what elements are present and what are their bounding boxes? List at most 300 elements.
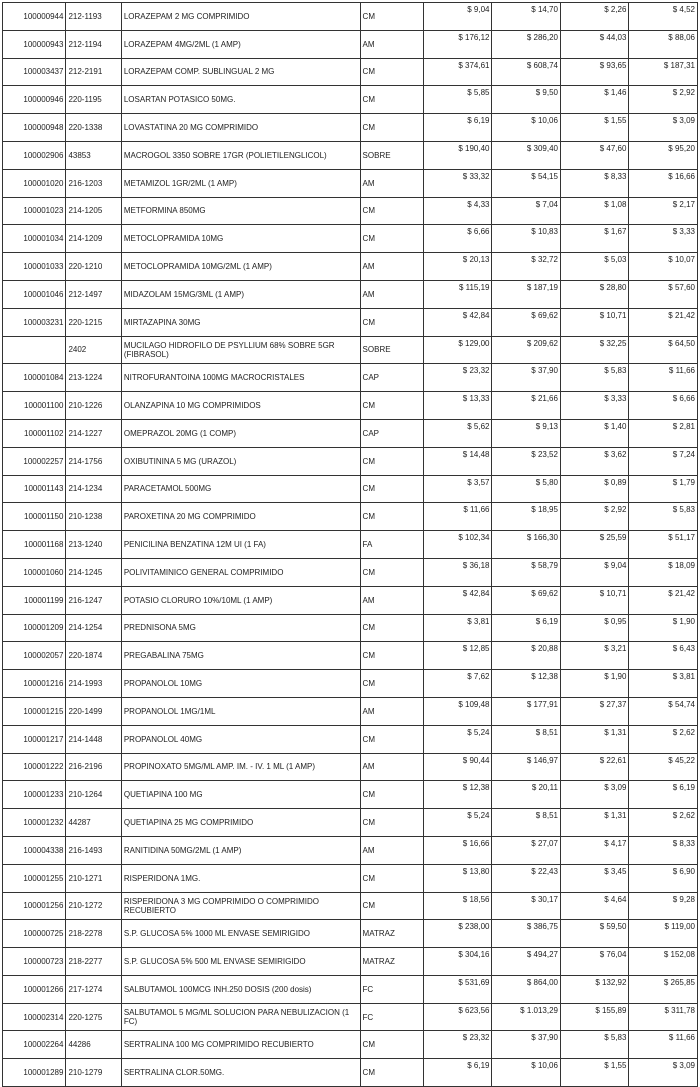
price-1-cell: $ 129,00 xyxy=(424,336,492,364)
price-3-cell: $ 3,62 xyxy=(560,447,628,475)
item-code-cell: 100000944 xyxy=(3,3,66,31)
description-cell: OXIBUTININA 5 MG (URAZOL) xyxy=(121,447,360,475)
price-2-cell: $ 494,27 xyxy=(492,948,560,976)
catalog-code-cell: 220-1210 xyxy=(66,253,121,281)
price-2-cell: $ 54,15 xyxy=(492,169,560,197)
price-1-cell: $ 12,85 xyxy=(424,642,492,670)
item-code-cell: 100001023 xyxy=(3,197,66,225)
table-row xyxy=(3,809,698,837)
item-code-cell: 100000943 xyxy=(3,30,66,58)
catalog-code-cell: 216-1203 xyxy=(66,169,121,197)
table-row xyxy=(3,1003,698,1031)
price-2-cell: $ 6,19 xyxy=(492,614,560,642)
price-1-cell: $ 14,48 xyxy=(424,447,492,475)
catalog-code-cell: 213-1240 xyxy=(66,531,121,559)
price-4-cell: $ 1,79 xyxy=(629,475,698,503)
description-cell: MACROGOL 3350 SOBRE 17GR (POLIETILENGLICOL) xyxy=(121,141,360,169)
price-4-cell: $ 3,09 xyxy=(629,114,698,142)
price-4-cell: $ 3,33 xyxy=(629,225,698,253)
description-cell: LORAZEPAM 2 MG COMPRIMIDO xyxy=(121,3,360,31)
price-2-cell: $ 10,06 xyxy=(492,1059,560,1087)
price-1-cell: $ 6,66 xyxy=(424,225,492,253)
table-row xyxy=(3,948,698,976)
price-3-cell: $ 93,65 xyxy=(560,58,628,86)
table-row xyxy=(3,642,698,670)
price-1-cell: $ 18,56 xyxy=(424,892,492,920)
catalog-code-cell: 214-1227 xyxy=(66,419,121,447)
unit-cell: CM xyxy=(360,642,423,670)
price-3-cell: $ 155,89 xyxy=(560,1003,628,1031)
price-1-cell: $ 33,32 xyxy=(424,169,492,197)
catalog-code-cell: 212-2191 xyxy=(66,58,121,86)
description-cell: QUETIAPINA 25 MG COMPRIMIDO xyxy=(121,809,360,837)
catalog-code-cell: 220-1874 xyxy=(66,642,121,670)
price-2-cell: $ 608,74 xyxy=(492,58,560,86)
price-3-cell: $ 2,26 xyxy=(560,3,628,31)
price-1-cell: $ 102,34 xyxy=(424,531,492,559)
price-4-cell: $ 64,50 xyxy=(629,336,698,364)
description-cell: METOCLOPRAMIDA 10MG xyxy=(121,225,360,253)
table-row xyxy=(3,753,698,781)
price-4-cell: $ 2,81 xyxy=(629,419,698,447)
price-1-cell: $ 115,19 xyxy=(424,280,492,308)
item-code-cell: 100004338 xyxy=(3,836,66,864)
item-code-cell: 100001199 xyxy=(3,586,66,614)
price-2-cell: $ 18,95 xyxy=(492,503,560,531)
description-cell: SALBUTAMOL 5 MG/ML SOLUCION PARA NEBULIZACION (1 FC) xyxy=(121,1003,360,1031)
description-cell: METOCLOPRAMIDA 10MG/2ML (1 AMP) xyxy=(121,253,360,281)
price-4-cell: $ 3,09 xyxy=(629,1059,698,1087)
item-code-cell: 100001216 xyxy=(3,670,66,698)
description-cell: SERTRALINA CLOR.50MG. xyxy=(121,1059,360,1087)
description-cell: QUETIAPINA 100 MG xyxy=(121,781,360,809)
unit-cell: CM xyxy=(360,58,423,86)
price-3-cell: $ 3,45 xyxy=(560,864,628,892)
price-4-cell: $ 11,66 xyxy=(629,1031,698,1059)
price-4-cell: $ 7,24 xyxy=(629,447,698,475)
price-3-cell: $ 0,89 xyxy=(560,475,628,503)
description-cell: METFORMINA 850MG xyxy=(121,197,360,225)
price-1-cell: $ 374,61 xyxy=(424,58,492,86)
price-2-cell: $ 146,97 xyxy=(492,753,560,781)
unit-cell: AM xyxy=(360,280,423,308)
item-code-cell: 100001084 xyxy=(3,364,66,392)
price-2-cell: $ 5,80 xyxy=(492,475,560,503)
item-code-cell: 100000723 xyxy=(3,948,66,976)
item-code-cell: 100001060 xyxy=(3,558,66,586)
price-4-cell: $ 2,62 xyxy=(629,809,698,837)
price-4-cell: $ 4,52 xyxy=(629,3,698,31)
description-cell: SALBUTAMOL 100MCG INH.250 DOSIS (200 dosis) xyxy=(121,975,360,1003)
table-row xyxy=(3,697,698,725)
description-cell: PAROXETINA 20 MG COMPRIMIDO xyxy=(121,503,360,531)
table-row xyxy=(3,836,698,864)
description-cell: RANITIDINA 50MG/2ML (1 AMP) xyxy=(121,836,360,864)
catalog-code-cell: 212-1193 xyxy=(66,3,121,31)
catalog-code-cell: 214-1254 xyxy=(66,614,121,642)
unit-cell: SOBRE xyxy=(360,336,423,364)
price-3-cell: $ 1,31 xyxy=(560,725,628,753)
price-1-cell: $ 4,33 xyxy=(424,197,492,225)
price-1-cell: $ 5,85 xyxy=(424,86,492,114)
item-code-cell: 100000725 xyxy=(3,920,66,948)
item-code-cell: 100001217 xyxy=(3,725,66,753)
table-row xyxy=(3,1031,698,1059)
unit-cell: CM xyxy=(360,781,423,809)
table-row xyxy=(3,531,698,559)
price-1-cell: $ 304,16 xyxy=(424,948,492,976)
price-2-cell: $ 12,38 xyxy=(492,670,560,698)
item-code-cell: 100000948 xyxy=(3,114,66,142)
description-cell: S.P. GLUCOSA 5% 1000 ML ENVASE SEMIRIGIDO xyxy=(121,920,360,948)
unit-cell: CM xyxy=(360,614,423,642)
price-2-cell: $ 10,83 xyxy=(492,225,560,253)
price-4-cell: $ 95,20 xyxy=(629,141,698,169)
price-4-cell: $ 54,74 xyxy=(629,697,698,725)
catalog-code-cell: 218-2277 xyxy=(66,948,121,976)
item-code-cell: 100001289 xyxy=(3,1059,66,1087)
price-1-cell: $ 90,44 xyxy=(424,753,492,781)
description-cell: LOSARTAN POTASICO 50MG. xyxy=(121,86,360,114)
price-4-cell: $ 11,66 xyxy=(629,364,698,392)
price-2-cell: $ 8,51 xyxy=(492,809,560,837)
price-4-cell: $ 21,42 xyxy=(629,586,698,614)
item-code-cell: 100002057 xyxy=(3,642,66,670)
price-2-cell: $ 9,13 xyxy=(492,419,560,447)
catalog-code-cell: 220-1275 xyxy=(66,1003,121,1031)
table-row xyxy=(3,614,698,642)
price-2-cell: $ 309,40 xyxy=(492,141,560,169)
table-row xyxy=(3,225,698,253)
description-cell: METAMIZOL 1GR/2ML (1 AMP) xyxy=(121,169,360,197)
unit-cell: AM xyxy=(360,753,423,781)
price-4-cell: $ 6,19 xyxy=(629,781,698,809)
price-1-cell: $ 6,19 xyxy=(424,114,492,142)
unit-cell: CM xyxy=(360,725,423,753)
table-row xyxy=(3,114,698,142)
price-4-cell: $ 57,60 xyxy=(629,280,698,308)
price-4-cell: $ 187,31 xyxy=(629,58,698,86)
catalog-code-cell: 214-1756 xyxy=(66,447,121,475)
unit-cell: CM xyxy=(360,670,423,698)
item-code-cell: 100002257 xyxy=(3,447,66,475)
price-4-cell: $ 6,66 xyxy=(629,392,698,420)
unit-cell: CM xyxy=(360,447,423,475)
price-2-cell: $ 209,62 xyxy=(492,336,560,364)
price-4-cell: $ 2,92 xyxy=(629,86,698,114)
catalog-code-cell: 212-1497 xyxy=(66,280,121,308)
price-3-cell: $ 5,03 xyxy=(560,253,628,281)
table-row xyxy=(3,781,698,809)
price-1-cell: $ 11,66 xyxy=(424,503,492,531)
catalog-code-cell: 216-1247 xyxy=(66,586,121,614)
price-3-cell: $ 9,04 xyxy=(560,558,628,586)
description-cell: POTASIO CLORURO 10%/10ML (1 AMP) xyxy=(121,586,360,614)
description-cell: PREGABALINA 75MG xyxy=(121,642,360,670)
price-4-cell: $ 45,22 xyxy=(629,753,698,781)
item-code-cell: 100003437 xyxy=(3,58,66,86)
price-2-cell: $ 864,00 xyxy=(492,975,560,1003)
price-2-cell: $ 10,06 xyxy=(492,114,560,142)
unit-cell: FA xyxy=(360,531,423,559)
catalog-code-cell: 210-1272 xyxy=(66,892,121,920)
table-row xyxy=(3,336,698,364)
description-cell: PROPANOLOL 10MG xyxy=(121,670,360,698)
description-cell: RISPERIDONA 3 MG COMPRIMIDO O COMPRIMIDO RECUBIERTO xyxy=(121,892,360,920)
price-2-cell: $ 177,91 xyxy=(492,697,560,725)
catalog-code-cell: 43853 xyxy=(66,141,121,169)
unit-cell: AM xyxy=(360,697,423,725)
catalog-code-cell: 214-1205 xyxy=(66,197,121,225)
catalog-code-cell: 210-1271 xyxy=(66,864,121,892)
price-4-cell: $ 311,78 xyxy=(629,1003,698,1031)
item-code-cell: 100001046 xyxy=(3,280,66,308)
price-3-cell: $ 3,33 xyxy=(560,392,628,420)
price-4-cell: $ 6,90 xyxy=(629,864,698,892)
table-row xyxy=(3,197,698,225)
description-cell: PREDNISONA 5MG xyxy=(121,614,360,642)
catalog-code-cell: 214-1209 xyxy=(66,225,121,253)
price-1-cell: $ 42,84 xyxy=(424,308,492,336)
table-row xyxy=(3,419,698,447)
table-row xyxy=(3,3,698,31)
description-cell: MIRTAZAPINA 30MG xyxy=(121,308,360,336)
item-code-cell: 100002314 xyxy=(3,1003,66,1031)
price-2-cell: $ 69,62 xyxy=(492,586,560,614)
price-1-cell: $ 42,84 xyxy=(424,586,492,614)
description-cell: MIDAZOLAM 15MG/3ML (1 AMP) xyxy=(121,280,360,308)
price-3-cell: $ 1,40 xyxy=(560,419,628,447)
table-row xyxy=(3,920,698,948)
unit-cell: CM xyxy=(360,864,423,892)
description-cell: OMEPRAZOL 20MG (1 COMP) xyxy=(121,419,360,447)
unit-cell: SOBRE xyxy=(360,141,423,169)
price-3-cell: $ 8,33 xyxy=(560,169,628,197)
price-2-cell: $ 23,52 xyxy=(492,447,560,475)
price-table-body xyxy=(3,3,698,1087)
table-row xyxy=(3,558,698,586)
price-1-cell: $ 9,04 xyxy=(424,3,492,31)
unit-cell: CM xyxy=(360,86,423,114)
price-4-cell: $ 18,09 xyxy=(629,558,698,586)
table-row xyxy=(3,475,698,503)
price-3-cell: $ 1,08 xyxy=(560,197,628,225)
table-row xyxy=(3,253,698,281)
price-3-cell: $ 76,04 xyxy=(560,948,628,976)
table-row xyxy=(3,503,698,531)
unit-cell: CM xyxy=(360,114,423,142)
unit-cell: AM xyxy=(360,836,423,864)
price-3-cell: $ 1,55 xyxy=(560,114,628,142)
price-3-cell: $ 22,61 xyxy=(560,753,628,781)
item-code-cell: 100001150 xyxy=(3,503,66,531)
price-2-cell: $ 14,70 xyxy=(492,3,560,31)
table-row xyxy=(3,586,698,614)
description-cell: LOVASTATINA 20 MG COMPRIMIDO xyxy=(121,114,360,142)
price-2-cell: $ 37,90 xyxy=(492,1031,560,1059)
price-2-cell: $ 166,30 xyxy=(492,531,560,559)
unit-cell: FC xyxy=(360,975,423,1003)
price-2-cell: $ 1.013,29 xyxy=(492,1003,560,1031)
catalog-code-cell: 214-1234 xyxy=(66,475,121,503)
price-3-cell: $ 5,83 xyxy=(560,1031,628,1059)
price-1-cell: $ 238,00 xyxy=(424,920,492,948)
item-code-cell: 100001102 xyxy=(3,419,66,447)
price-4-cell: $ 21,42 xyxy=(629,308,698,336)
catalog-code-cell: 2402 xyxy=(66,336,121,364)
price-2-cell: $ 9,50 xyxy=(492,86,560,114)
price-3-cell: $ 1,46 xyxy=(560,86,628,114)
description-cell: RISPERIDONA 1MG. xyxy=(121,864,360,892)
price-2-cell: $ 21,66 xyxy=(492,392,560,420)
unit-cell: CM xyxy=(360,308,423,336)
catalog-code-cell: 220-1499 xyxy=(66,697,121,725)
price-2-cell: $ 20,11 xyxy=(492,781,560,809)
catalog-code-cell: 214-1448 xyxy=(66,725,121,753)
price-3-cell: $ 10,71 xyxy=(560,586,628,614)
price-4-cell: $ 88,06 xyxy=(629,30,698,58)
item-code-cell: 100001034 xyxy=(3,225,66,253)
catalog-code-cell: 214-1245 xyxy=(66,558,121,586)
price-1-cell: $ 7,62 xyxy=(424,670,492,698)
unit-cell: CM xyxy=(360,809,423,837)
price-1-cell: $ 531,69 xyxy=(424,975,492,1003)
item-code-cell: 100001209 xyxy=(3,614,66,642)
price-1-cell: $ 623,56 xyxy=(424,1003,492,1031)
table-row xyxy=(3,975,698,1003)
price-3-cell: $ 3,21 xyxy=(560,642,628,670)
unit-cell: AM xyxy=(360,169,423,197)
unit-cell: CM xyxy=(360,892,423,920)
item-code-cell: 100002264 xyxy=(3,1031,66,1059)
price-2-cell: $ 69,62 xyxy=(492,308,560,336)
table-row xyxy=(3,864,698,892)
item-code-cell: 100000946 xyxy=(3,86,66,114)
price-4-cell: $ 6,43 xyxy=(629,642,698,670)
table-row xyxy=(3,447,698,475)
price-4-cell: $ 3,81 xyxy=(629,670,698,698)
description-cell: LORAZEPAM COMP. SUBLINGUAL 2 MG xyxy=(121,58,360,86)
item-code-cell: 100001233 xyxy=(3,781,66,809)
item-code-cell: 100001100 xyxy=(3,392,66,420)
description-cell: LORAZEPAM 4MG/2ML (1 AMP) xyxy=(121,30,360,58)
description-cell: PROPANOLOL 40MG xyxy=(121,725,360,753)
catalog-code-cell: 44287 xyxy=(66,809,121,837)
catalog-code-cell: 218-2278 xyxy=(66,920,121,948)
table-row xyxy=(3,141,698,169)
price-3-cell: $ 4,64 xyxy=(560,892,628,920)
price-1-cell: $ 109,48 xyxy=(424,697,492,725)
price-4-cell: $ 5,83 xyxy=(629,503,698,531)
table-row xyxy=(3,670,698,698)
price-3-cell: $ 1,55 xyxy=(560,1059,628,1087)
price-3-cell: $ 44,03 xyxy=(560,30,628,58)
price-4-cell: $ 8,33 xyxy=(629,836,698,864)
description-cell: SERTRALINA 100 MG COMPRIMIDO RECUBIERTO xyxy=(121,1031,360,1059)
price-1-cell: $ 5,62 xyxy=(424,419,492,447)
price-3-cell: $ 4,17 xyxy=(560,836,628,864)
price-4-cell: $ 51,17 xyxy=(629,531,698,559)
price-4-cell: $ 2,62 xyxy=(629,725,698,753)
description-cell: OLANZAPINA 10 MG COMPRIMIDOS xyxy=(121,392,360,420)
price-2-cell: $ 8,51 xyxy=(492,725,560,753)
item-code-cell xyxy=(3,336,66,364)
unit-cell: AM xyxy=(360,253,423,281)
price-1-cell: $ 12,38 xyxy=(424,781,492,809)
item-code-cell: 100001033 xyxy=(3,253,66,281)
price-1-cell: $ 13,80 xyxy=(424,864,492,892)
item-code-cell: 100003231 xyxy=(3,308,66,336)
price-3-cell: $ 3,09 xyxy=(560,781,628,809)
price-4-cell: $ 1,90 xyxy=(629,614,698,642)
table-row xyxy=(3,1059,698,1087)
price-1-cell: $ 5,24 xyxy=(424,725,492,753)
price-3-cell: $ 10,71 xyxy=(560,308,628,336)
description-cell: S.P. GLUCOSA 5% 500 ML ENVASE SEMIRIGIDO xyxy=(121,948,360,976)
catalog-code-cell: 220-1195 xyxy=(66,86,121,114)
price-4-cell: $ 16,66 xyxy=(629,169,698,197)
item-code-cell: 100001215 xyxy=(3,697,66,725)
description-cell: NITROFURANTOINA 100MG MACROCRISTALES xyxy=(121,364,360,392)
unit-cell: CM xyxy=(360,225,423,253)
unit-cell: MATRAZ xyxy=(360,920,423,948)
table-row xyxy=(3,280,698,308)
price-3-cell: $ 25,59 xyxy=(560,531,628,559)
price-table xyxy=(2,2,698,1087)
price-1-cell: $ 23,32 xyxy=(424,1031,492,1059)
catalog-code-cell: 210-1226 xyxy=(66,392,121,420)
item-code-cell: 100001143 xyxy=(3,475,66,503)
catalog-code-cell: 216-1493 xyxy=(66,836,121,864)
item-code-cell: 100001266 xyxy=(3,975,66,1003)
price-4-cell: $ 2,17 xyxy=(629,197,698,225)
table-row xyxy=(3,364,698,392)
price-3-cell: $ 1,31 xyxy=(560,809,628,837)
item-code-cell: 100001168 xyxy=(3,531,66,559)
catalog-code-cell: 212-1194 xyxy=(66,30,121,58)
catalog-code-cell: 216-2196 xyxy=(66,753,121,781)
catalog-code-cell: 214-1993 xyxy=(66,670,121,698)
item-code-cell: 100001020 xyxy=(3,169,66,197)
price-2-cell: $ 32,72 xyxy=(492,253,560,281)
description-cell: PENICILINA BENZATINA 12M UI (1 FA) xyxy=(121,531,360,559)
catalog-code-cell: 210-1279 xyxy=(66,1059,121,1087)
price-1-cell: $ 176,12 xyxy=(424,30,492,58)
unit-cell: AM xyxy=(360,30,423,58)
price-2-cell: $ 7,04 xyxy=(492,197,560,225)
unit-cell: MATRAZ xyxy=(360,948,423,976)
catalog-code-cell: 210-1264 xyxy=(66,781,121,809)
price-1-cell: $ 5,24 xyxy=(424,809,492,837)
price-2-cell: $ 187,19 xyxy=(492,280,560,308)
price-2-cell: $ 22,43 xyxy=(492,864,560,892)
catalog-code-cell: 217-1274 xyxy=(66,975,121,1003)
price-1-cell: $ 3,81 xyxy=(424,614,492,642)
catalog-code-cell: 220-1215 xyxy=(66,308,121,336)
table-row xyxy=(3,86,698,114)
price-2-cell: $ 20,88 xyxy=(492,642,560,670)
table-row xyxy=(3,392,698,420)
price-3-cell: $ 47,60 xyxy=(560,141,628,169)
unit-cell: CAP xyxy=(360,364,423,392)
catalog-code-cell: 213-1224 xyxy=(66,364,121,392)
unit-cell: CM xyxy=(360,1031,423,1059)
unit-cell: CM xyxy=(360,475,423,503)
price-2-cell: $ 27,07 xyxy=(492,836,560,864)
item-code-cell: 100001222 xyxy=(3,753,66,781)
description-cell: POLIVITAMINICO GENERAL COMPRIMIDO xyxy=(121,558,360,586)
table-row xyxy=(3,30,698,58)
